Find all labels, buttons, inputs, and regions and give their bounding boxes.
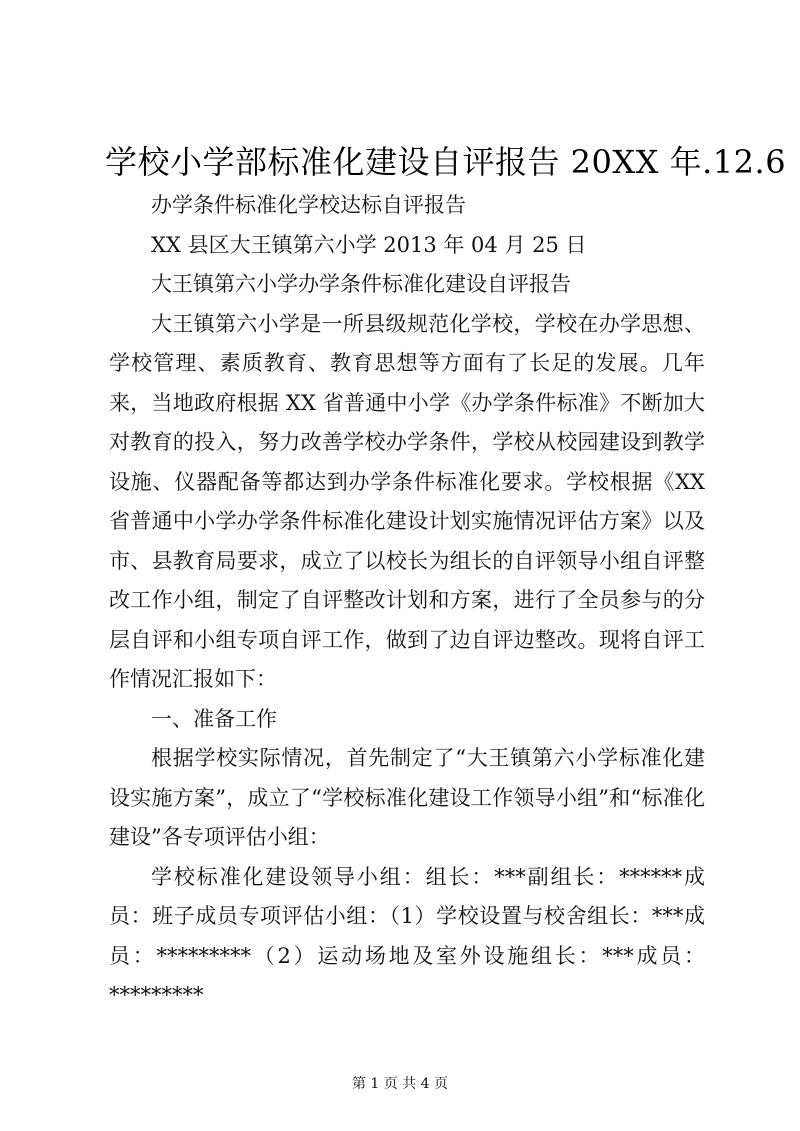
document-title: 学校小学部标准化建设自评报告 20XX 年.12.6 xyxy=(105,143,787,181)
paragraph-school-date: XX 县区大王镇第六小学 2013 年 04 月 25 日 xyxy=(151,232,587,257)
paragraph-introduction: 大王镇第六小学是一所县级规范化学校，学校在办学思想、学校管理、素质教育、教育思想等方面有了长足的发展。几年来，当地政府根据 XX 省普通中小学《办学条件标准》不断加大对教育的投入，努力改善学校办学条件，学校从校园建设到教学设施、仪器配备等都达到办学条件标准化要求。学校根据《XX 省普通中小学办学条件标准化建设计划实施情况评估方案》以及市、县教育局要求，成立了以校长为组长的自评领导小组自评整改工作小组，制定了自评整改计划和方案，进行了全员参与的分层自评和小组专项自评工作，做到了边自评边整改。现将自评工作情况汇报如下： xyxy=(109,311,705,691)
paragraph-leadership-group: 学校标准化建设领导小组：组长：***副组长：******成员：班子成员专项评估小组：（1）学校设置与校舍组长：***成员：*********（2）运动场地及室外设施组长：***成员：********* xyxy=(109,864,705,1007)
paragraph-preparation: 根据学校实际情况，首先制定了“大王镇第六小学标准化建设实施方案”，成立了“学校标准化建设工作领导小组”和“标准化建设”各专项评估小组： xyxy=(109,746,705,849)
page-number-footer: 第 1 页 共 4 页 xyxy=(351,1076,449,1092)
paragraph-report-name: 大王镇第六小学办学条件标准化建设自评报告 xyxy=(151,272,571,296)
document-body xyxy=(109,186,705,1016)
section-heading-preparation: 一、准备工作 xyxy=(151,706,277,731)
paragraph-subtitle: 办学条件标准化学校达标自评报告 xyxy=(151,193,466,217)
